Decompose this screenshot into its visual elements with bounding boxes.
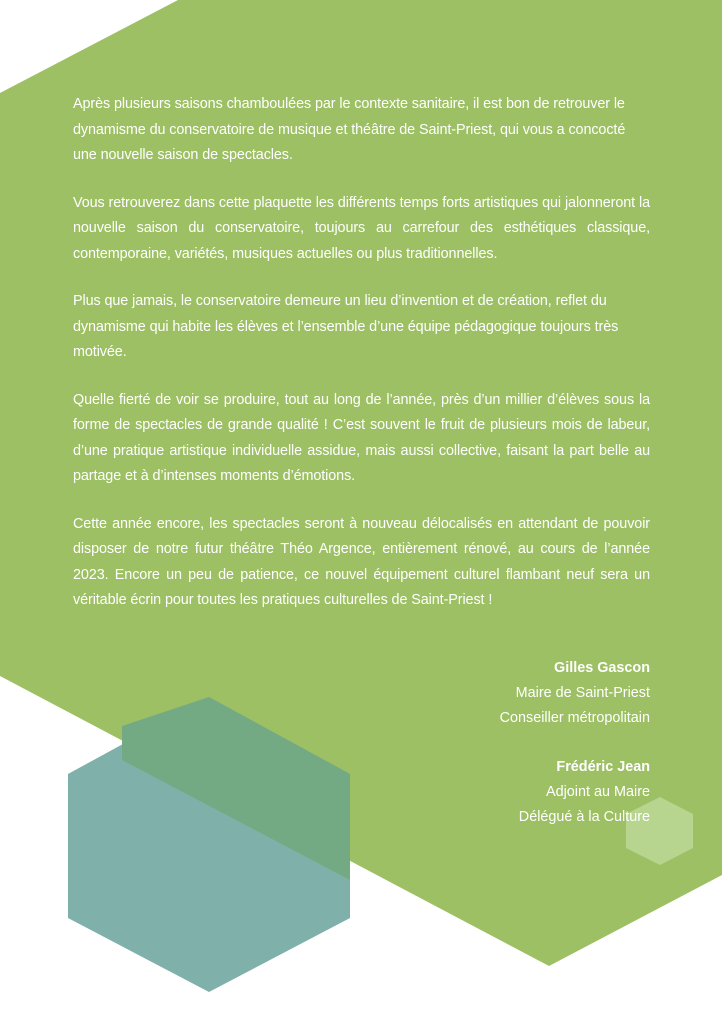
signatory-role: Délégué à la Culture	[518, 809, 650, 825]
paragraph-conservatoire: Plus que jamais, le conservatoire demeure un lieu d’invention et de création, reflet du dynamisme qui habite les élèves et l’ensemble d’une équipe pédagogique toujours très motivée.	[73, 293, 619, 360]
editorial-text	[73, 92, 650, 636]
signatory-role: Conseiller métropolitain	[499, 710, 650, 726]
paragraph-theatre: Cette année encore, les spectacles seront à nouveau délocalisés en attendant de pouvoir disposer de notre futur théâtre Théo Argence, entièrement rénové, au cours de l’année 2023. Encore un peu de patience, ce nouvel équipement culturel flambant neuf sera un véritable écrin pour toutes les pratiques culturelles de Saint-Priest !	[73, 515, 650, 608]
signatory-name: Gilles Gascon	[554, 660, 650, 676]
signatures	[290, 656, 650, 854]
paragraph-intro: Après plusieurs saisons chamboulées par le contexte sanitaire, il est bon de retrouver le dynamisme du conservatoire de musique et théâtre de Saint-Priest, qui vous a concocté une nouvelle saison de spectacles.	[73, 96, 626, 163]
paragraph-program: Vous retrouverez dans cette plaquette les différents temps forts artistiques qui jalonneront la nouvelle saison du conservatoire, toujours au carrefour des esthétiques classique, contemporaine, variétés, musiques actuelles ou plus traditionnelles.	[73, 194, 650, 262]
paragraph-students: Quelle fierté de voir se produire, tout au long de l’année, près d’un millier d’élèves sous la forme de spectacles de grande qualité ! C’est souvent le fruit de plusieurs mois de labeur, d’une pratique artistique individuelle assidue, mais aussi collective, faisant la part belle au partage et à d’intenses moments d’émotions.	[73, 391, 650, 484]
signatory-role: Adjoint au Maire	[546, 784, 650, 800]
signatory-role: Maire de Saint-Priest	[515, 685, 650, 701]
signature-block	[290, 755, 650, 830]
signature-block	[290, 656, 650, 731]
signatory-name: Frédéric Jean	[556, 759, 650, 775]
